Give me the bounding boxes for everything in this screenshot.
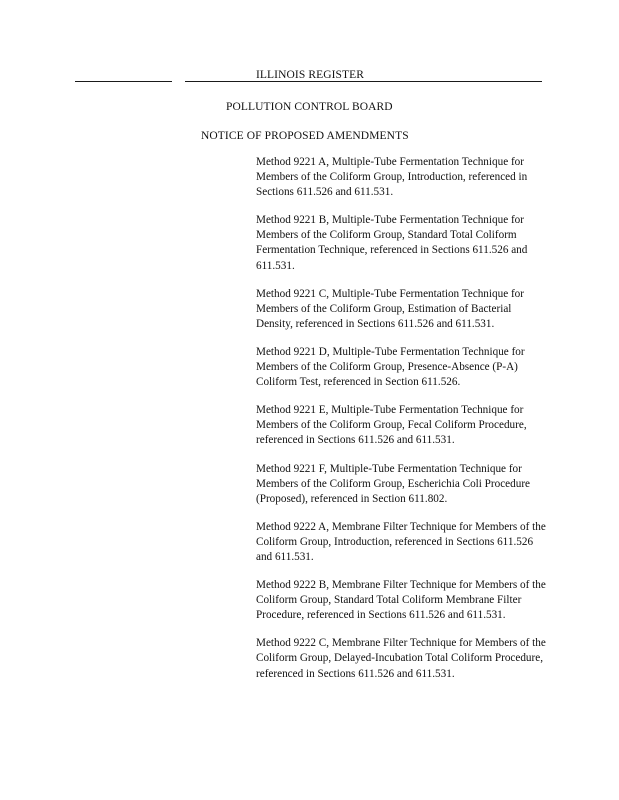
method-entry-9221f: Method 9221 F, Multiple-Tube Fermentation Technique for Members of the Coliform Group, Escherichia Coli Procedure (Proposed), referenced in Section 611.802.	[256, 462, 531, 505]
method-entry-9221a: Method 9221 A, Multiple-Tube Fermentation Technique for Members of the Coliform Group, Introduction, referenced in Sections 611.526 and 611.531.	[256, 156, 528, 199]
method-entry-9222a: Method 9222 A, Membrane Filter Technique for Members of the Coliform Group, Introduction, referenced in Sections 611.526 and 611.531.	[256, 520, 546, 563]
register-title: ILLINOIS REGISTER	[256, 69, 365, 81]
method-entry-9221d: Method 9221 D, Multiple-Tube Fermentation Technique for Members of the Coliform Group, Presence-Absence (P-A) Coliform Test, referenced in Section 611.526.	[256, 345, 525, 389]
header-rule-right	[185, 81, 542, 82]
notice-title: NOTICE OF PROPOSED AMENDMENTS	[201, 130, 409, 142]
method-entry-9221c: Method 9221 C, Multiple-Tube Fermentation Technique for Members of the Coliform Group, Estimation of Bacterial Density, referenced in Sections 611.526 and 611.531.	[256, 287, 524, 330]
board-title: POLLUTION CONTROL BOARD	[226, 101, 393, 113]
method-entry-9222b: Method 9222 B, Membrane Filter Technique for Members of the Coliform Group, Standard Total Coliform Membrane Filter Procedure, referenced in Sections 611.526 and 611.531.	[256, 579, 546, 622]
method-list	[256, 155, 546, 695]
header-rule-left	[75, 81, 172, 82]
method-entry-9221b: Method 9221 B, Multiple-Tube Fermentation Technique for Members of the Coliform Group, Standard Total Coliform Fermentation Technique, referenced in Sections 611.526 and 611.531.	[256, 214, 528, 272]
method-entry-9222c: Method 9222 C, Membrane Filter Technique for Members of the Coliform Group, Delayed-Incubation Total Coliform Procedure, referenced in Sections 611.526 and 611.531.	[256, 637, 546, 680]
method-entry-9221e: Method 9221 E, Multiple-Tube Fermentation Technique for Members of the Coliform Group, Fecal Coliform Procedure, referenced in Sections 611.526 and 611.531.	[256, 404, 527, 447]
